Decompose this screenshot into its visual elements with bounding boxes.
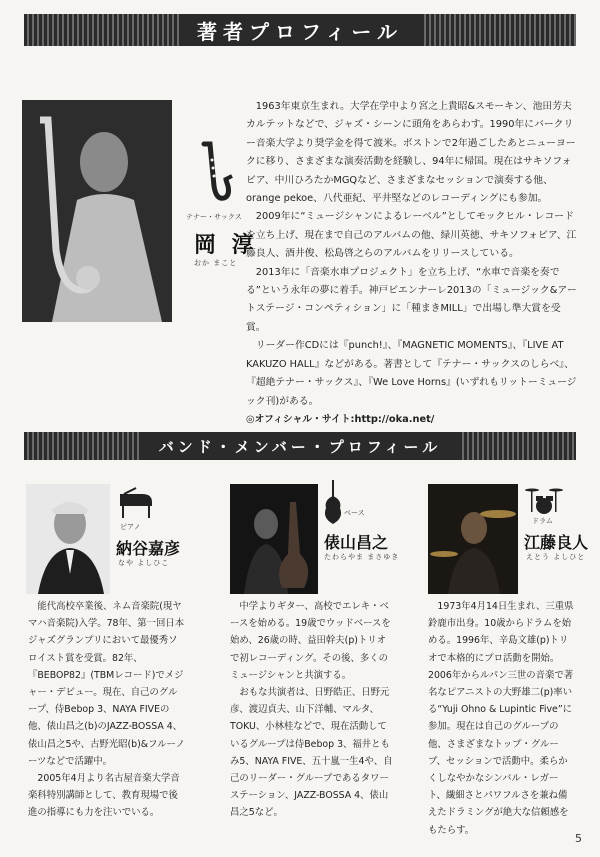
member-bio-paragraph: 中学よりギター、高校でエレキ・ベースを始める。19歳でウッドベースを始め、26歳の時、益田幹夫(p)トリオで初レコーディング。その後、多くのミュージシャンと共演する。 <box>230 601 391 681</box>
member-instrument-bass: ベース <box>344 509 365 517</box>
member-instrument-piano: ピアノ <box>120 523 141 531</box>
double-bass-icon <box>322 478 344 526</box>
member-bio-tawarayama <box>230 598 394 822</box>
band-member-profile-header <box>24 432 576 460</box>
band-member-profile-title: バンド・メンバー・プロフィール <box>141 436 459 457</box>
author-instrument: テナー・サックス <box>186 213 242 221</box>
author-bio <box>246 98 578 429</box>
author-profile-title: 著者プロフィール <box>179 16 421 45</box>
piano-icon <box>116 486 156 520</box>
member-name-eto: 江藤良人 <box>524 533 589 552</box>
member-bio-naya <box>28 598 186 822</box>
member-bio-paragraph: 1973年4月14日生まれ、三重県鈴鹿市出身。10歳からドラムを始める。1996年、辛島文雄(p)トリオで本格的にプロ活動を開始。2006年からルパン三世の音楽で著名なピアニストの大野雄二(p)率いる“Yuji Ohno & Lupintic Five”に参加。現在は自己のグループの他、さまざまなトップ・グループ、セッションで活動中。柔らかくしなやかなシンバル・レガート、繊細さとパワフルさを兼ね備えたドラミングが絶大な信頼感をもたらす。 <box>428 601 574 836</box>
member-bio-paragraph: 2005年4月より名古屋音楽大学音楽科特別講師として、教育現場で後進の指導にも力を注いでいる。 <box>28 773 180 819</box>
saxophone-icon <box>196 140 236 210</box>
member-reading-tawarayama: たわらやま まさゆき <box>324 553 400 561</box>
author-bio-paragraph: 2013年に「音楽水車プロジェクト」を立ち上げ、“水車で音楽を奏でる”という永年の夢に着手。神戸ビエンナーレ2013の「ミュージック&アートステージ・コンペティション」に「種まきMILL」で出場し準大賞を受賞。 <box>246 266 577 333</box>
author-bio-paragraph: 1963年東京生まれ。大学在学中より宮之上貴昭&スモーキン、池田芳夫カルテットなどで、ジャズ・シーンに頭角をあらわす。1990年にバークリー音楽大学より奨学金を得て渡米。ボストンで2年過ごしたあとニューヨークに移り、さまざまな演奏活動を経験し、94年に帰国。現在はサキソフォビア、中川ひろたかMGQなど、さまざまなセッションで演奏する他、orange pekoe、八代亜紀、平井堅などのレコーディングにも参加。 <box>246 101 576 205</box>
header-stripes-right <box>459 432 576 460</box>
author-bio-paragraph: リーダー作CDには『punch!』、『MAGNETIC MOMENTS』、『LIVE AT KAKUZO HALL』などがある。著書として『テナー・サックスのしらべ』、『超絶テナー・サックス』、『We Love Horns』(いずれもリットーミュージック刊)がある。 <box>246 340 577 407</box>
author-name: 岡 淳 <box>194 233 258 258</box>
header-stripes-left <box>24 14 179 46</box>
member-reading-naya: なや よしひこ <box>118 559 170 567</box>
author-profile-header <box>24 14 576 46</box>
header-stripes-left <box>24 432 141 460</box>
official-site-link[interactable]: ◎オフィシャル・サイト:http://oka.net/ <box>246 413 435 425</box>
header-stripes-right <box>421 14 576 46</box>
member-name-naya: 納谷嘉彦 <box>116 539 181 558</box>
member-photo-eto <box>428 484 518 594</box>
author-reading: おか まこと <box>194 259 238 267</box>
drum-kit-icon <box>524 484 564 516</box>
member-instrument-drums: ドラム <box>532 517 553 525</box>
page-number: 5 <box>575 832 582 845</box>
member-bio-paragraph: 能代高校卒業後、ネム音楽院(現ヤマハ音楽院)入学。78年、第一回日本ジャズグランプリにおいて最優秀ソロイスト賞を受賞。82年、『BEBOP82』(TBMレコード)でメジャー・デビュー。現在、自己のグループ、侍Bebop 3、NAYA FIVEの他、俵山昌之(b)のJAZZ-BOSSA 4、俵山昌之5や、古野光昭(b)&フルーノーツなどで活躍中。 <box>28 601 186 767</box>
author-bio-paragraph: 2009年に“ミュージシャンによるレーベル”としてモックヒル・レコードを立ち上げ、現在まで自己のアルバムの他、緑川英徳、サキソフォビア、江藤良人、酒井俊、松島啓之らのアルバムをリリースしている。 <box>246 211 577 260</box>
member-photo-tawarayama <box>230 484 318 594</box>
member-bio-eto <box>428 598 576 839</box>
member-name-tawarayama: 俵山昌之 <box>324 533 389 552</box>
member-reading-eto: えとう よしひと <box>526 553 586 561</box>
author-photo <box>22 100 172 322</box>
member-bio-paragraph: おもな共演者は、日野皓正、日野元彦、渡辺貞夫、山下洋輔、マルタ、TOKU、小林桂などで、現在活動しているグループは侍Bebop 3、福井ともみ5、NAYA FIVE、五十嵐一生4や、自己のリーダー・グループであるタワーステーション、JAZZ-BOSSA 4、俵山昌之5など。 <box>230 687 393 819</box>
member-photo-naya <box>26 484 110 594</box>
